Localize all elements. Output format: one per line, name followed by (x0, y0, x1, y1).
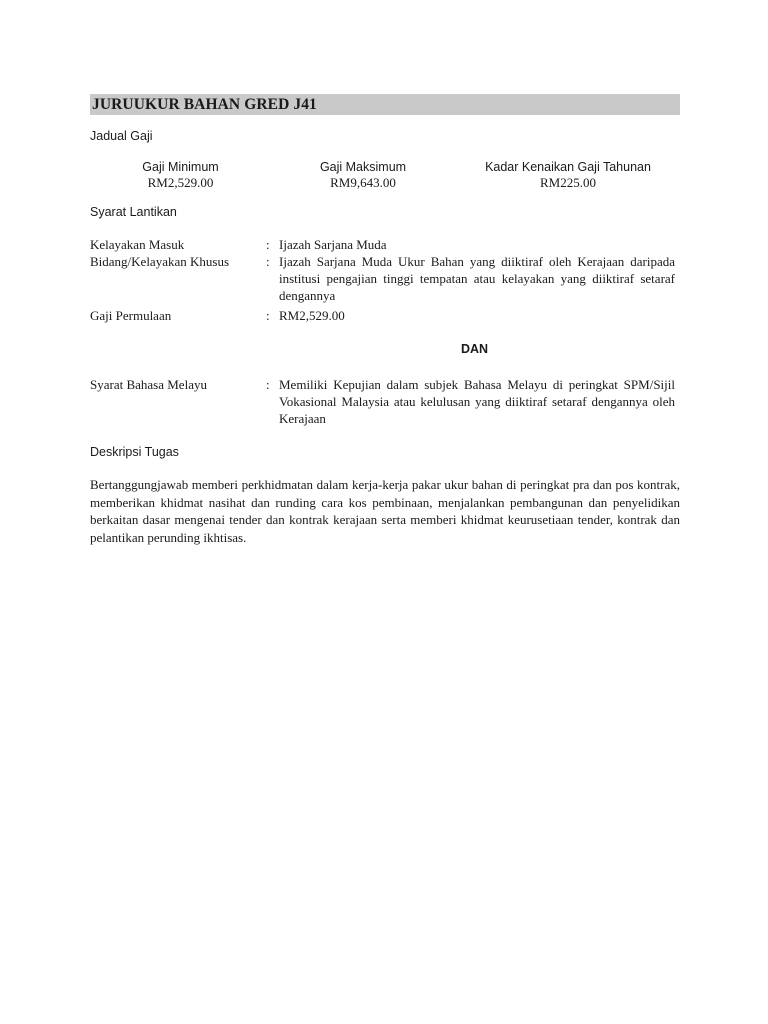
requirement-key: Gaji Permulaan (90, 308, 172, 323)
requirement-key: Bidang/Kelayakan Khusus (90, 254, 230, 269)
requirement-colon: : (266, 254, 270, 269)
job-description-paragraph: Bertanggungjawab memberi perkhidmatan dalam kerja-kerja pakar ukur bahan di peringkat pra dan pos kontrak, memberikan khidmat nasihat dan runding cara kos pembinaan, menjalankan pembangunan dan penyelidikan berkaitan dasar mengenai tender dan kontrak kerajaan serta memberi khidmat keurusetiaan tender, kontrak dan pelantikan perunding ikhtisas. (90, 477, 680, 545)
requirement-row (90, 307, 680, 324)
requirement-colon: : (266, 308, 270, 323)
requirement-key: Syarat Bahasa Melayu (90, 377, 207, 392)
document-title: JURUUKUR BAHAN GRED J41 (90, 94, 680, 115)
requirement-row (90, 376, 680, 427)
salary-header: Gaji Maksimum (319, 160, 407, 174)
section-jadual-gaji-label: Jadual Gaji (90, 129, 153, 143)
salary-value: RM225.00 (540, 175, 596, 190)
language-requirement (90, 376, 680, 427)
salary-header: Gaji Minimum (142, 160, 219, 174)
salary-col-maksimum (273, 159, 453, 191)
salary-table (90, 159, 680, 191)
requirement-colon: : (266, 237, 270, 252)
requirement-value: Ijazah Sarjana Muda Ukur Bahan yang diiktiraf oleh Kerajaan daripada institusi pengajian tinggi tempatan atau kelayakan yang diiktiraf setaraf dengannya (279, 254, 675, 303)
requirement-value: Memiliki Kepujian dalam subjek Bahasa Melayu di peringkat SPM/Sijil Vokasional Malaysia atau kelulusan yang diiktiraf setaraf dengannya oleh Kerajaan (279, 377, 675, 426)
salary-col-kenaikan (463, 159, 673, 191)
connector-dan: DAN (461, 342, 489, 356)
requirement-colon: : (266, 377, 270, 392)
section-deskripsi-tugas-label: Deskripsi Tugas (90, 445, 179, 459)
salary-value: RM2,529.00 (147, 175, 214, 190)
salary-value: RM9,643.00 (330, 175, 396, 190)
requirement-row (90, 253, 680, 304)
salary-header: Kadar Kenaikan Gaji Tahunan (485, 160, 651, 174)
requirements-list (90, 236, 680, 324)
requirement-key: Kelayakan Masuk (90, 237, 185, 252)
document-page (90, 94, 680, 546)
salary-col-minimum (88, 159, 273, 191)
requirement-value: RM2,529.00 (279, 308, 345, 323)
requirement-row (90, 236, 680, 253)
section-syarat-lantikan-label: Syarat Lantikan (90, 205, 177, 219)
requirement-value: Ijazah Sarjana Muda (279, 237, 387, 252)
